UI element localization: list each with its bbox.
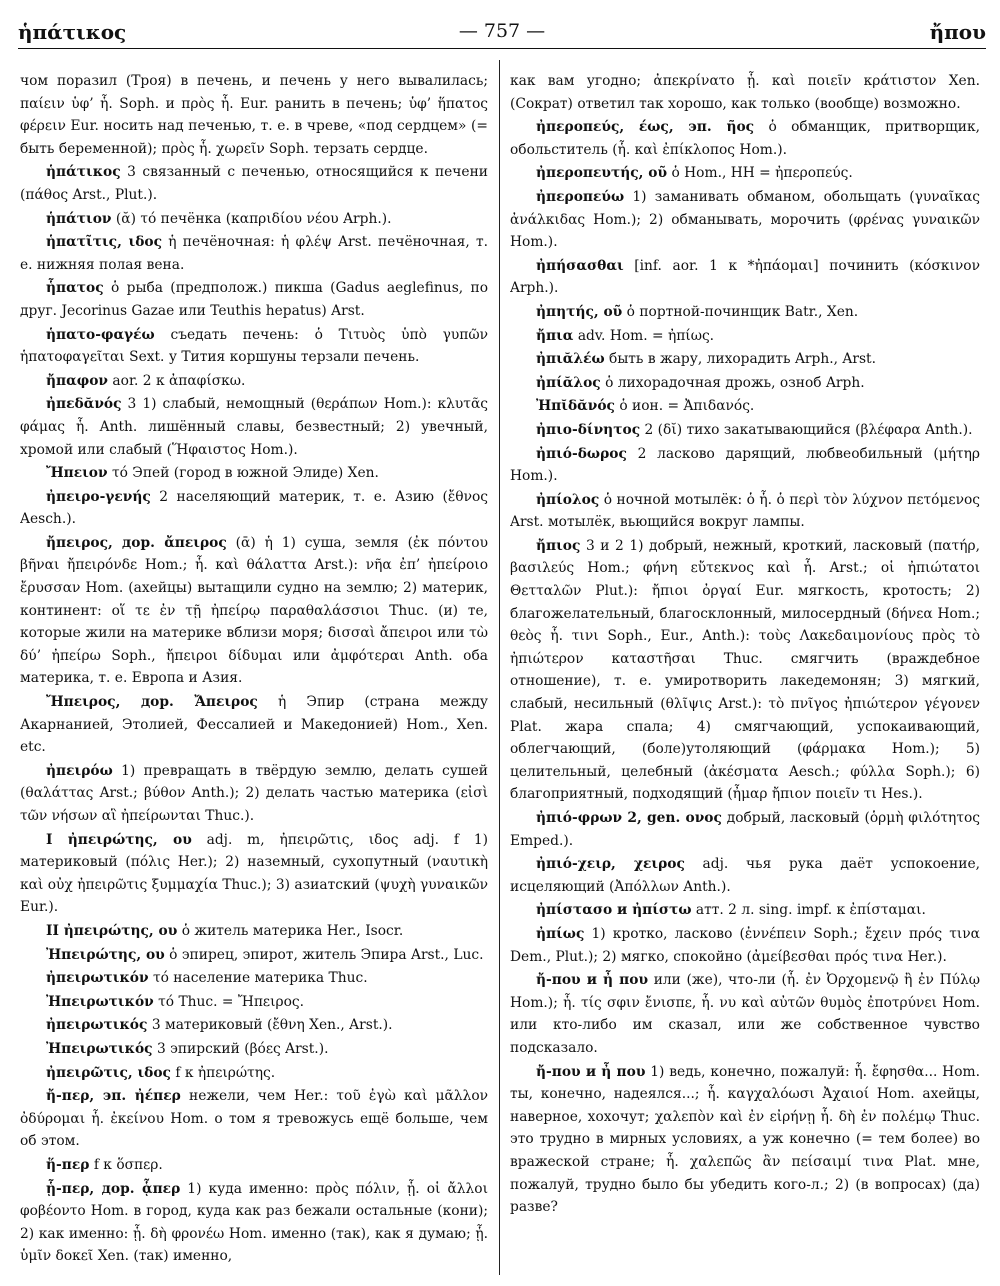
- dictionary-entry: [20, 1062, 488, 1085]
- entry-headword: ἤ-περ, эп. ἠέπερ: [46, 1088, 181, 1105]
- dictionary-entry: [20, 462, 488, 485]
- entry-headword: ἠπίᾰλος: [536, 374, 601, 391]
- dictionary-entry: [20, 967, 488, 990]
- dictionary-entry: [20, 991, 488, 1014]
- dictionary-entry: [20, 370, 488, 393]
- entry-headword: Ἤπειρος, дор. Ἄπειρος: [46, 694, 258, 711]
- column-divider: [499, 60, 500, 1275]
- dictionary-entry: [20, 70, 488, 160]
- dictionary-entry: [20, 1085, 488, 1153]
- entry-definition: adv. Hom. = ἠπίως.: [577, 327, 715, 344]
- entry-headword: ἠπιᾰλέω: [536, 351, 605, 368]
- entry-headword: ἠπιό-χειρ, χειρος: [536, 856, 685, 873]
- dictionary-entry: [510, 807, 980, 852]
- entry-headword: ἠπήσασθαι: [536, 257, 624, 274]
- dictionary-entry: [510, 923, 980, 968]
- dictionary-entry: [510, 372, 980, 395]
- entry-headword: ᾗ-περ, дор. ᾇπερ: [46, 1180, 181, 1197]
- entry-definition: ἡ печёночная: ἡ φλέψ Arst. печёночная, т. е. нижняя полая вена.: [20, 234, 488, 273]
- entry-definition: атт. 2 л. sing. impf. к ἐπίσταμαι.: [695, 902, 926, 919]
- page-number: — 757 —: [458, 20, 546, 42]
- entry-definition: (ᾱ) ἡ 1) суша, земля (ἐκ πόντου βῆναι ἤπειρόνδε Hom.; ἧ. καὶ θάλαττα Arst.): νῆα ἐπ’ ἠπείροιο ἔρυσσαν Hom. (ахейцы) вытащили судно на землю; 2) материк, континент: οἵ τε ἐν τῇ ἠπείρῳ παραθαλάσσιοι Thuc. (и) те, которые жили на материке вблизи моря; δισσαὶ ἄπειροι или τὼ δύ’ ἠπείρω Soph., ἤπειροι δίδυμαι или ἀμφότεραι Anth. оба материка, т. е. Европа и Азия.: [20, 534, 488, 687]
- dictionary-entry: [20, 1014, 488, 1037]
- entry-definition: (ᾰ) τό печёнка (καπριδίου νέου Arph.).: [115, 210, 392, 227]
- entry-headword: ἠπιο-δίνητος: [536, 421, 641, 438]
- entry-definition: ὁ обманщик, притворщик, обольститель (ἧ. καὶ ἐπίκλοπος Hom.).: [510, 119, 980, 158]
- entry-headword: ἠπεροπεύς, έως, эп. ῆος: [536, 119, 755, 136]
- dictionary-entry: [20, 532, 488, 690]
- entry-definition: 3 связанный с печенью, относящийся к печени (πάθος Arst., Plut.).: [20, 164, 488, 203]
- entry-headword: ἤπια: [536, 327, 574, 344]
- dictionary-entry: [20, 324, 488, 369]
- entry-headword: ἠπητής, οῦ: [536, 303, 623, 320]
- entry-definition: ὁ житель материка Her., Isocr.: [181, 922, 404, 939]
- dictionary-entry: [20, 944, 488, 967]
- dictionary-entry: [20, 1038, 488, 1061]
- entry-definition: 3 1) слабый, немощный (θεράπων Hom.): κλυτᾶς φάμας ἧ. Anth. лишённый славы, безвестный; 2) увечный, хромой или слабый (Ἥφαιστος Hom.).: [20, 396, 488, 458]
- entry-definition: или (же), что-ли (ἧ. ἐν Ὀρχομενῷ ἢ ἐν Πύλῳ Hom.); ἧ. τίς σφιν ἔνισπε, ἧ. νυ καὶ αὐτῶν θυμὸς ἐποτρύνει Hom. или кто-либо им сказал, или же собственное чувство подсказало.: [510, 972, 980, 1056]
- entry-headword: ἡπατο-φαγέω: [46, 326, 155, 343]
- dictionary-entry: [510, 162, 980, 185]
- dictionary-entry: [20, 920, 488, 943]
- dictionary-entry: [510, 419, 980, 442]
- entry-headword: I ἠπειρώτης, ου: [46, 831, 192, 848]
- entry-headword: ἠπειρωτικόν: [46, 970, 149, 987]
- entry-headword: ἠπεροπευτής, οῦ: [536, 165, 668, 182]
- dictionary-entry: [20, 208, 488, 231]
- entry-headword: ἧπατος: [46, 280, 104, 297]
- dictionary-entry: [20, 231, 488, 276]
- entry-headword: Ἤπειον: [46, 465, 108, 482]
- left-column: [20, 70, 488, 1270]
- entry-headword: ἤπιος: [536, 537, 581, 554]
- header-right-catchword: ἤπου: [929, 20, 986, 44]
- entry-headword: ἠπειρῶτις, ιδος: [46, 1064, 171, 1081]
- dictionary-entry: [20, 829, 488, 919]
- dictionary-entry: [510, 116, 980, 161]
- entry-definition: 3 эпирский (βόες Arst.).: [156, 1040, 329, 1057]
- dictionary-entry: [510, 301, 980, 324]
- dictionary-entry: [510, 535, 980, 806]
- entry-headword: Ἠπῐδᾰνός: [536, 398, 615, 415]
- entry-definition: f к ὅσπερ.: [93, 1156, 163, 1173]
- dictionary-entry: [510, 899, 980, 922]
- entry-definition: aor. 2 к ἀπαφίσκω.: [112, 372, 246, 389]
- dictionary-entry: [510, 853, 980, 898]
- dictionary-entry: [510, 70, 980, 115]
- dictionary-entry: [510, 443, 980, 488]
- entry-headword: Ἠπειρωτικός: [46, 1040, 153, 1057]
- entry-headword: Ἠπειρώτης, ου: [46, 946, 165, 963]
- entry-definition: 2 ласково дарящий, любвеобильный (μήτηρ Hom.).: [510, 445, 980, 485]
- entry-headword: ἤπαφον: [46, 372, 109, 389]
- entry-definition: 3 материковый (ἔθνη Xen., Arst.).: [151, 1017, 393, 1034]
- entry-headword: Ἠπειρωτικόν: [46, 993, 154, 1010]
- entry-definition: adj. m, ἠπειρῶτις, ιδος adj. f 1) материковый (πόλις Her.); 2) наземный, сухопутный (ναυτικὴ καὶ οὐχ ἠπειρῶτις ξυμμαχία Thuc.); 3) азиатский (ψυχὴ γυναικῶν Eur.).: [20, 831, 488, 916]
- dictionary-entry: [510, 325, 980, 348]
- entry-headword: ἠπίστασο и ἠπίστω: [536, 902, 692, 919]
- entry-definition: 2 населяющий материк, т. е. Азию (ἔθνος Aesch.).: [20, 488, 488, 528]
- dictionary-entry: [20, 393, 488, 461]
- entry-headword: ἠπίως: [536, 925, 585, 942]
- entry-definition: [inf. aor. 1 к *ἠπάομαι] починить (κόσκινον Arph.).: [510, 257, 980, 297]
- dictionary-entry: [510, 969, 980, 1059]
- entry-headword: ἡπάτιον: [46, 210, 112, 227]
- dictionary-entry: [20, 760, 488, 828]
- entry-headword: ἤ-που и ἦ που: [536, 972, 649, 989]
- dictionary-entry: [510, 255, 980, 300]
- entry-headword: ἥ-περ: [46, 1156, 90, 1173]
- entry-definition: adj. чья рука даёт успокоение, исцеляющий (Ἀπόλλων Anth.).: [510, 856, 980, 895]
- dictionary-entry: [510, 489, 980, 534]
- dictionary-entry: [510, 395, 980, 418]
- entry-definition: ὁ рыба (предполож.) пикша (Gadus aeglefinus, по друг. Jecorinus Gazae или Teuthis hepatus) Arst.: [20, 280, 488, 319]
- dictionary-entry: [20, 1178, 488, 1268]
- entry-definition: ἡ Эпир (страна между Акарнанией, Этолией, Фессалией и Македонией) Hom., Xen. etc.: [20, 694, 488, 756]
- entry-definition: τό Эпей (город в южной Элиде) Xen.: [111, 465, 379, 482]
- entry-definition: ὁ лихорадочная дрожь, озноб Arph.: [605, 374, 865, 391]
- entry-definition: быть в жару, лихорадить Arph., Arst.: [609, 351, 876, 368]
- right-column: [510, 70, 980, 1270]
- entry-definition: 1) заманивать обманом, обольщать (γυναῖκας ἀνάλκιδας Hom.); 2) обманывать, морочить (φρένας γυναικῶν Hom.).: [510, 188, 980, 251]
- entry-definition: 1) превращать в твёрдую землю, делать сушей (θαλάττας Arst.; βύθον Anth.); 2) делать частью материка (εἰσὶ τῶν νήσων αἳ ἠπείρωνται Thuc.).: [20, 762, 488, 824]
- entry-definition: ὁ эпирец, эпирот, житель Эпира Arst., Luc.: [169, 946, 484, 963]
- entry-definition: как вам угодно; ἀπεκρίνατο ᾗ. καὶ ποιεῖν κράτιστον Xen. (Сократ) ответил так хорошо, как только (вообще) возможно.: [510, 73, 980, 112]
- entry-headword: ἠπιό-φρων 2, gen. ονος: [536, 810, 722, 826]
- entry-definition: 1) куда именно: πρὸς πόλιν, ᾗ. οἱ ἄλλοι φοβέοντο Hom. в город, куда как раз бежали остальные (кони); 2) как именно: ᾗ. δὴ φρονέω Hom. именно (так), как я думаю; ᾗ. ὑμῖν δοκεῖ Xen. (так) именно,: [20, 1180, 488, 1265]
- entry-headword: ἠπιό-δωρος: [536, 445, 627, 462]
- dictionary-entry: [20, 691, 488, 759]
- entry-headword: ἠπεροπεύω: [536, 188, 625, 205]
- entry-definition: 3 и 2 1) добрый, нежный, кроткий, ласковый (πατήρ, βασιλεύς Hom.; φήνη εὔτεκνος καὶ ἧ. Arst.; οἱ ἠπιώτατοι Θετταλῶν Plut.): ἤπιοι ὀργαί Eur. мягкость, кротость; 2) благожелательный, благосклонный, милосердный (δήνεα Hom.; θεὸς ἧ. τινι Soph., Eur., Anth.): τοὺς Λακεδαιμονίους πρὸς τὸ ἠπιώτερον καταστῆσαι Thuc. смягчить (враждебное отношение), т. е. умиротворить лакедемонян; 3) мягкий, слабый, несильный (θλῖψις Arst.): τὸ πνῖγος ἠπιώτερον γέγονεν Plat. жара спала; 4) смягчающий, успокаивающий, облегчающий, (боле)утоляющий (φάρμακα Hom.); 5) целительный, целебный (ἀκέσματα Aesch.; φύλλα Soph.); 6) благоприятный, подходящий (ἦμαρ ἤπιον ποιεῖν τι Hes.).: [510, 537, 980, 803]
- entry-definition: нежели, чем Her.: τοῦ ἐγὼ καὶ μᾶλλον ὀδύρομαι ἧ. ἐκείνου Hom. о том я тревожусь ещё больше, чем об этом.: [20, 1088, 488, 1150]
- dictionary-entry: [20, 486, 488, 531]
- entry-definition: ὁ Hom., HH = ἠπεροπεύς.: [671, 165, 853, 182]
- entry-definition: добрый, ласковый (ὁρμὴ φιλότητος Emped.).: [510, 810, 980, 849]
- entry-headword: II ἠπειρώτης, ου: [46, 922, 178, 939]
- entry-definition: 2 (δῐ) тихо закатывающийся (βλέφαρα Anth.).: [644, 421, 973, 438]
- entry-definition: ὁ ночной мотылёк: ὁ ἧ. ὁ περὶ τὸν λύχνον πετόμενος Arst. мотылёк, вьющийся вокруг лампы.: [510, 491, 980, 531]
- header-left-catchword: ἡπάτικος: [18, 20, 127, 44]
- entry-headword: ἡπατῖτις, ιδος: [46, 234, 163, 251]
- dictionary-entry: [20, 1154, 488, 1177]
- dictionary-entry: [20, 161, 488, 206]
- entry-headword: ἠπεδᾰνός: [46, 396, 122, 413]
- dictionary-entry: [510, 348, 980, 371]
- entry-definition: чом поразил (Троя) в печень, и печень у него вывалилась; παίειν ὑφ’ ἧ. Soph. и πρὸς ἧ. Eur. ранить в печень; ὑφ’ ἥπατος φέρειν Eur. носить над печенью, т. е. в чреве, «под сердцем» (= быть беременной); πρὸς ἧ. χωρεῖν Soph. терзать сердце.: [20, 73, 488, 157]
- entry-definition: 1) ведь, конечно, пожалуй: ἧ. ἔφησθα... Hom. ты, конечно, надеялся...; ἧ. καγχαλόωσι Ἀχαιοί Hom. ахейцы, наверное, хохочут; χαλεπὸν καὶ ἐν εἰρήνῃ ἧ. δὴ ἐν πολέμῳ Thuc. это трудно в мирных условиях, а уж конечно (= тем более) во вражеской стране; ἧ. χαλεπῶς ἂν πείσαιμί τινα Plat. мне, пожалуй, трудно было бы убедить кого-л.; 2) (в вопросах) (да) разве?: [510, 1063, 980, 1216]
- entry-headword: ἠπειρο-γενής: [46, 488, 151, 505]
- entry-definition: 1) кротко, ласково (ἐννέπειν Soph.; ἔχειν πρός τινα Dem., Plut.); 2) мягко, спокойно (ἀμείβεσθαι πρός τινα Her.).: [510, 925, 980, 965]
- entry-headword: ἡπάτικος: [46, 164, 121, 181]
- dictionary-entry: [510, 1061, 980, 1219]
- dictionary-entry: [510, 186, 980, 254]
- entry-definition: ὁ ион. = Ἀπιδανός.: [619, 398, 755, 415]
- entry-definition: τό население материка Thuc.: [152, 970, 368, 987]
- entry-headword: ἤ-που и ἦ που: [536, 1063, 646, 1080]
- entry-definition: τό Thuc. = Ἤπειρος.: [158, 993, 305, 1010]
- entry-definition: съедать печень: ὁ Τιτυὸς ὑπὸ γυπῶν ἡπατοφαγεῖται Sext. у Тития коршуны терзали печень.: [20, 326, 488, 366]
- page-header: [18, 8, 986, 49]
- entry-definition: f к ἠπειρώτης.: [175, 1064, 276, 1081]
- dictionary-entry: [20, 277, 488, 322]
- entry-headword: ἠπίολος: [536, 491, 600, 508]
- entry-headword: ἤπειρος, дор. ἄπειρος: [46, 534, 227, 551]
- entry-headword: ἠπειρωτικός: [46, 1017, 148, 1034]
- entry-headword: ἠπειρόω: [46, 762, 113, 779]
- entry-definition: ὁ портной-починщик Batr., Xen.: [626, 303, 859, 320]
